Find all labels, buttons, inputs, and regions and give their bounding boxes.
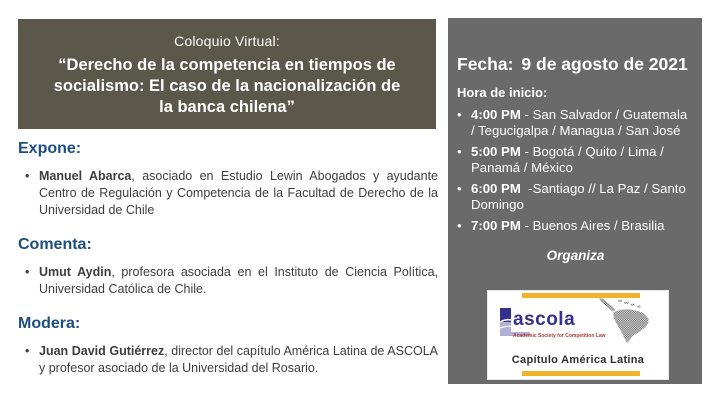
speaker-name: Manuel Abarca (39, 169, 132, 183)
bullet-marker: • (457, 181, 462, 196)
speakers-section (18, 140, 439, 394)
section-heading-expone: Expone: (18, 140, 82, 157)
bullet-marker: • (457, 144, 462, 159)
organizer-logo-card (487, 290, 669, 380)
speaker-item-modera (18, 343, 439, 377)
time-cities: - San Salvador / Guatemala / Tegucigalpa / Managua / San José (471, 107, 691, 138)
date-row (457, 54, 694, 75)
accent-bar-bottom-icon (522, 371, 640, 376)
event-title: “Derecho de la competencia en tiempos de socialismo: El caso de la nacionalización de la banca chilena” (53, 55, 401, 116)
time-value: 4:00 PM (471, 107, 521, 122)
section-heading-comenta: Comenta: (18, 236, 92, 253)
time-cities: -Santiago // La Paz / Santo Domingo (471, 181, 690, 212)
event-details-panel (448, 18, 702, 384)
time-item (457, 107, 694, 139)
speaker-name: Umut Aydin (39, 265, 112, 279)
speaker-description: , asociado en Estudio Lewin Abogados y ayudante Centro de Regulación y Competencia de la Facultad de Derecho de la Universidad de Chile (39, 169, 439, 217)
speaker-name: Juan David Gutiérrez (39, 344, 165, 358)
ascola-tagline: Academic Society for Competition Law (513, 333, 606, 339)
time-item (457, 144, 694, 176)
bullet-marker: • (457, 107, 462, 122)
organizer-heading: Organiza (546, 248, 605, 263)
bullet-marker: • (25, 169, 30, 183)
speaker-bio-comenta (39, 264, 439, 298)
section-heading-modera: Modera: (18, 315, 81, 332)
speaker-item-expone (18, 168, 439, 219)
time-value: 5:00 PM (471, 144, 521, 159)
speaker-description: , director del capítulo América Latina de ASCOLA y profesor asociado de la Universidad del Rosario. (39, 344, 438, 375)
ascola-logo (500, 308, 606, 342)
time-text (471, 144, 694, 176)
time-item (457, 218, 694, 234)
speaker-bio-modera (39, 343, 439, 377)
time-heading: Hora de inicio: (457, 85, 548, 100)
event-banner (18, 19, 436, 129)
date-label: Fecha: (457, 54, 514, 74)
chapter-label: Capítulo América Latina (511, 354, 645, 366)
date-value: 9 de agosto de 2021 (521, 54, 688, 74)
bullet-marker: • (25, 344, 30, 358)
time-text (471, 107, 694, 139)
bullet-marker: • (25, 265, 30, 279)
speaker-bio-expone (39, 168, 439, 219)
time-cities: - Buenos Aires / Brasilia (520, 218, 665, 233)
latin-america-map-icon (597, 297, 655, 343)
time-text (471, 181, 694, 213)
time-value: 7:00 PM (471, 218, 521, 233)
time-value: 6:00 PM (471, 181, 521, 196)
ascola-wordmark: ascola (513, 309, 576, 330)
speaker-description: , profesora asociada en el Instituto de Ciencia Política, Universidad Católica de Chile. (39, 265, 438, 296)
time-list (457, 107, 694, 234)
event-type-label: Coloquio Virtual: (174, 32, 280, 49)
time-item (457, 181, 694, 213)
time-text (471, 218, 694, 234)
time-cities: - Bogotá / Quito / Lima / Panamá / México (471, 144, 668, 175)
speaker-item-comenta (18, 264, 439, 298)
bullet-marker: • (457, 218, 462, 233)
